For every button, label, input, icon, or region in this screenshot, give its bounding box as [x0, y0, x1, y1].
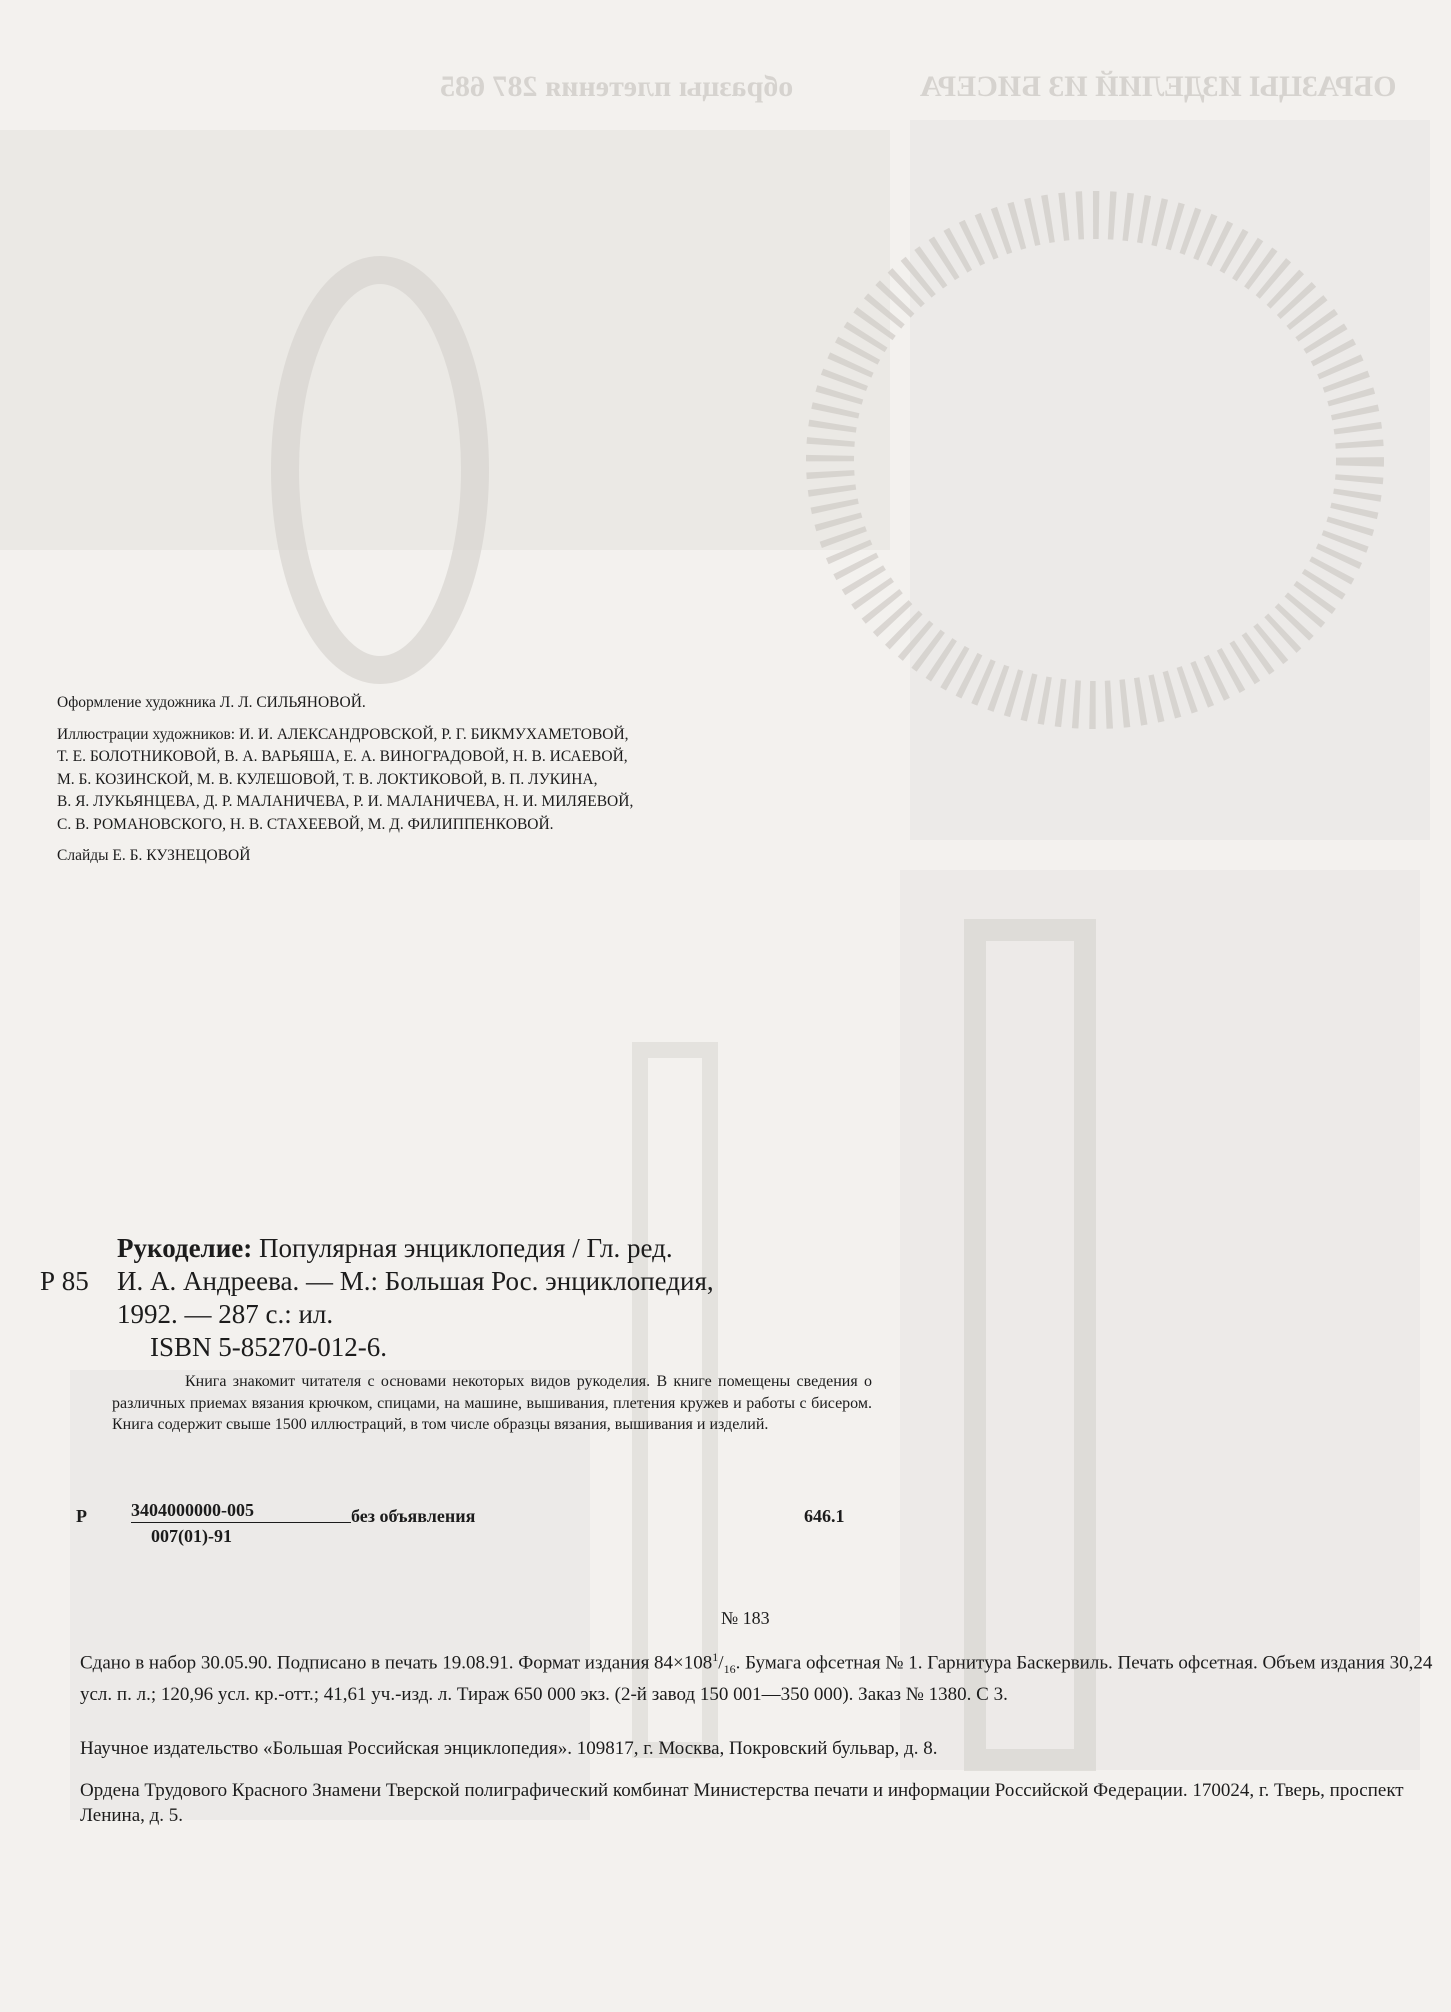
bib-editor: И. А. Андреева. — М.: Большая Рос. энциклопедия, [117, 1266, 714, 1296]
classification-letter: Р [76, 1506, 87, 1526]
print-info-part1: Сдано в набор 30.05.90. Подписано в печать 19.08.91. Формат издания 84×108 [80, 1652, 713, 1674]
format-sup: 1 [712, 1650, 719, 1664]
printer-info: Ордена Трудового Красного Знамени Тверской полиграфический комбинат Министерства печати и информации Российской Федерации. 170024, г. Тверь, проспект Ленина, д. 5. [80, 1780, 1404, 1826]
design-credit: Оформление художника Л. Л. СИЛЬЯНОВОЙ. [57, 694, 366, 711]
classification-note: без объявления [351, 1506, 476, 1526]
show-through-header: ОБРАЗЦЫ ИЗДЕЛИЙ ИЗ БИСЕРА [920, 70, 1397, 103]
print-info [80, 1645, 1450, 1707]
show-through-block-right [910, 120, 1430, 840]
annotation: Книга знакомит читателя с основами некоторых видов рукоделия. В книге помещены сведения о различных приемах вязания крючком, спицами, на машине, вышивания, плетения кружев и работы с бисером. Книга содержит свыше 1500 иллюстраций, в том числе образцы вязания, вышивания и изделий. [112, 1373, 872, 1433]
bib-title-rest: Популярная энциклопедия / Гл. ред. [259, 1233, 673, 1263]
illustrations-line-2: Т. Е. БОЛОТНИКОВОЙ, В. А. ВАРЬЯША, Е. А. ВИНОГРАДОВОЙ, Н. В. ИСАЕВОЙ, [57, 748, 628, 765]
bib-code: Р 85 [40, 1266, 89, 1296]
order-number: № 183 [721, 1608, 770, 1628]
classification-denominator: 007(01)-91 [151, 1526, 232, 1546]
format-slash: / [718, 1652, 724, 1674]
classification-fraction [131, 1500, 351, 1547]
format-sub: 16 [723, 1662, 736, 1677]
show-through-block-left [0, 130, 890, 550]
credits-block [57, 692, 633, 868]
bib-line-2 [40, 1265, 714, 1298]
bib-line-1 [117, 1232, 714, 1265]
illustrations-line-4: В. Я. ЛУКЬЯНЦЕВА, Д. Р. МАЛАНИЧЕВА, Р. И. МАЛАНИЧЕВА, Н. И. МИЛЯЕВОЙ, [57, 793, 634, 810]
illustrations-line-1: Иллюстрации художников: И. И. АЛЕКСАНДРОВСКОЙ, Р. Г. БИКМУХАМЕТОВОЙ, [57, 725, 629, 743]
illustrations-line-3: М. Б. КОЗИНСКОЙ, М. В. КУЛЕШОВОЙ, Т. В. ЛОКТИКОВОЙ, В. П. ЛУКИНА, [57, 770, 598, 788]
bibliographic-record [40, 1232, 714, 1364]
show-through-header-2: образцы плетения 287 685 [440, 70, 794, 103]
bib-title: Рукоделие: [117, 1233, 253, 1263]
classification-numerator: 3404000000-005 [131, 1500, 351, 1523]
udk-code: 646.1 [804, 1506, 845, 1526]
bib-line-3: 1992. — 287 с.: ил. [117, 1299, 334, 1329]
slides-credit: Слайды Е. Б. КУЗНЕЦОВОЙ [57, 847, 251, 864]
illustrations-line-5: С. В. РОМАНОВСКОГО, Н. В. СТАХЕЕВОЙ, М. Д. ФИЛИППЕНКОВОЙ. [57, 815, 554, 833]
publisher-info: Научное издательство «Большая Российская энциклопедия». 109817, г. Москва, Покровский бульвар, д. 8. [80, 1738, 938, 1759]
show-through-block-lower-right [900, 870, 1420, 1770]
print-info-part2: . Бумага офсетная № 1. Гарнитура Баскервиль. Печать офсетная. Объем издания 30,24 усл. п. л.; 120,96 усл. кр.-отт.; 41,61 уч.-изд. л. Тираж 650 000 экз. (2-й завод 150 001—350 000). Заказ № 1380. С 3. [80, 1652, 1433, 1706]
bib-isbn: ISBN 5-85270-012-6. [150, 1332, 387, 1362]
